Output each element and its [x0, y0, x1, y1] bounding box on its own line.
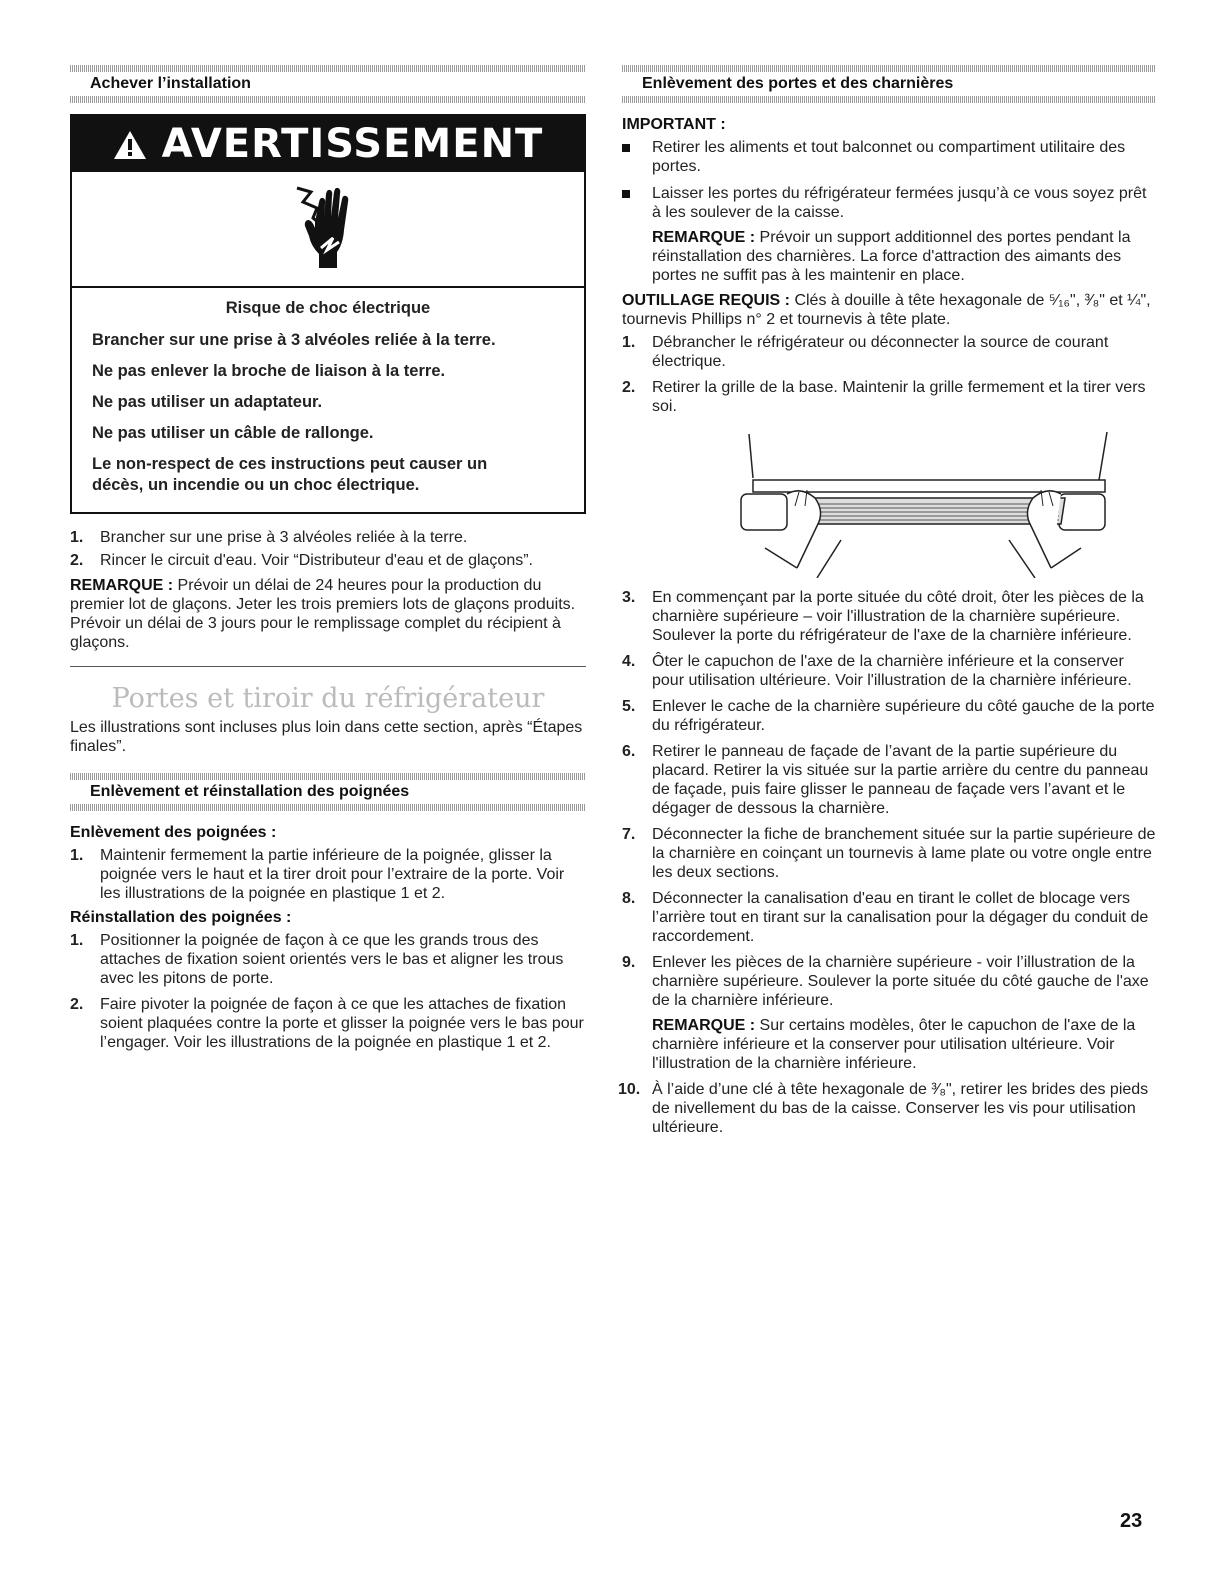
list-item: 5. Enlever le cache de la charnière supérieure du côté gauche de la porte du réfrigérateur. [622, 698, 1155, 734]
remark-paragraph: REMARQUE : Prévoir un support additionnel des portes pendant la réinstallation des charnières. La force d'attraction des aimants des portes ne suffit pas à les maintenir en place. [652, 229, 1131, 284]
list-item: 2. Rincer le circuit d'eau. Voir “Distributeur d'eau et de glaçons”. [70, 552, 533, 569]
list-item: 8. Déconnecter la canalisation d'eau en tirant le collet de blocage vers l’arrière tout en tirant sur la canalisation pour la dégager du conduit de raccordement. [622, 890, 1149, 945]
warning-box [70, 114, 586, 514]
reinstall-title: Réinstallation des poignées : [70, 909, 292, 926]
install-steps [70, 528, 586, 570]
tools-paragraph: OUTILLAGE REQUIS : Clés à douille à tête hexagonale de ⁵⁄₁₆", ³⁄₈" et ¼", tournevis Phillips n° 2 et tournevis à tête plate. [622, 292, 1151, 328]
section-title-handles: Enlèvement et réinstallation des poignées [70, 778, 586, 806]
chapter-title: Portes et tiroir du réfrigérateur [111, 683, 545, 714]
list-item: 2. Faire pivoter la poignée de façon à ce que les attaches de fixation soient plaquées contre la porte et glisser la poignée vers le bas pour l’engager. Voir les illustrations de la poignée en plastique 1 et 2. [70, 996, 584, 1051]
remark-paragraph: REMARQUE : Sur certains modèles, ôter le capuchon de l'axe de la charnière inférieure et la conserver pour utilisation ultérieure. Voir l'illustration de la charnière inférieure. [652, 1017, 1136, 1072]
bullet-icon [622, 184, 652, 222]
base-grille-illustration [622, 428, 1156, 578]
list-item: 10. À l’aide d’une clé à tête hexagonale de ³⁄₈", retirer les brides des pieds de nivellement du bas de la caisse. Conserver les vis pour utilisation ultérieure. [618, 1081, 1149, 1136]
list-item: 7. Déconnecter la fiche de branchement située sur la partie supérieure de la charnière en coinçant un tournevis à lame plate ou votre ongle entre les deux sections. [622, 826, 1156, 881]
warning-risk: Risque de choc électrique [225, 299, 431, 317]
list-item: 3. En commençant par la porte située du côté droit, ôter les pièces de la charnière supérieure – voir l'illustration de la charnière supérieure. Soulever la porte du réfrigérateur de l'axe de la charnière inférieure. [622, 589, 1144, 644]
warning-line: Le non-respect de ces instructions peut causer un décès, un incendie ou un choc électrique. [92, 455, 488, 494]
warning-header [72, 116, 584, 172]
list-item: 6. Retirer le panneau de façade de l’avant de la partie supérieure du placard. Retirer la vis située sur la partie arrière du centre du panneau de façade, puis faire glisser le panneau de façade vers l’avant et le dégager de dessous la charnière. [622, 743, 1149, 817]
right-column [618, 70, 1156, 1137]
important-label: IMPORTANT : [622, 116, 726, 133]
warning-line: Brancher sur une prise à 3 alvéoles reliée à la terre. [92, 331, 496, 349]
page-number: 23 [1120, 1510, 1143, 1532]
warning-icon-area [72, 172, 584, 288]
section-title-doors-hinges: Enlèvement des portes et des charnières [622, 70, 1156, 98]
removal-title: Enlèvement des poignées : [70, 824, 277, 841]
warning-triangle-icon [113, 121, 162, 167]
list-item: 2. Retirer la grille de la base. Maintenir la grille fermement et la tirer vers soi. [622, 379, 1146, 415]
list-item: 4. Ôter le capuchon de l'axe de la charnière inférieure et la conserver pour utilisation ultérieure. Voir l'illustration de la charnière inférieure. [622, 653, 1132, 689]
left-column [70, 70, 586, 1052]
remark-paragraph: REMARQUE : Prévoir un délai de 24 heures pour la production du premier lot de glaçons. Jeter les trois premiers lots de glaçons produits. Prévoir un délai de 3 jours pour le remplissage complet du récipient à glaçons. [70, 577, 576, 651]
warning-line: Ne pas utiliser un adaptateur. [92, 393, 323, 411]
divider [70, 666, 586, 667]
warning-line: Ne pas enlever la broche de liaison à la terre. [92, 362, 446, 380]
list-item: 1. Brancher sur une prise à 3 alvéoles reliée à la terre. [70, 529, 468, 546]
list-item: 1. Débrancher le réfrigérateur ou déconnecter la source de courant électrique. [622, 334, 1109, 370]
list-item: 1. Maintenir fermement la partie inférieure de la poignée, glisser la poignée vers le haut et la tirer droit pour l’extraire de la porte. Voir les illustrations de la poignée en plastique 1 et 2. [70, 847, 565, 902]
warning-line: Ne pas utiliser un câble de rallonge. [92, 424, 374, 442]
steps-list [622, 588, 1156, 1010]
bullet-item: Retirer les aliments et tout balconnet ou compartiment utilitaire des portes. [622, 138, 1156, 176]
warning-title: AVERTISSEMENT [161, 121, 544, 167]
section-title-finish-install: Achever l’installation [70, 70, 586, 98]
electric-shock-hand-icon [293, 182, 363, 277]
bullet-item: Laisser les portes du réfrigérateur fermées jusqu’à ce vous soyez prêt à les soulever de la caisse. [622, 184, 1156, 222]
list-item: 9. Enlever les pièces de la charnière supérieure - voir l’illustration de la charnière supérieure. Soulever la porte située du côté gauche de l'axe de la charnière inférieure. [622, 954, 1149, 1009]
warning-body [72, 288, 584, 512]
chapter-intro: Les illustrations sont incluses plus loin dans cette section, après “Étapes finales”. [70, 719, 583, 755]
list-item: 1. Positionner la poignée de façon à ce que les grands trous des attaches de fixation soient orientés vers le bas et aligner les trous avec les pitons de porte. [70, 932, 564, 987]
bullet-icon [622, 138, 652, 176]
